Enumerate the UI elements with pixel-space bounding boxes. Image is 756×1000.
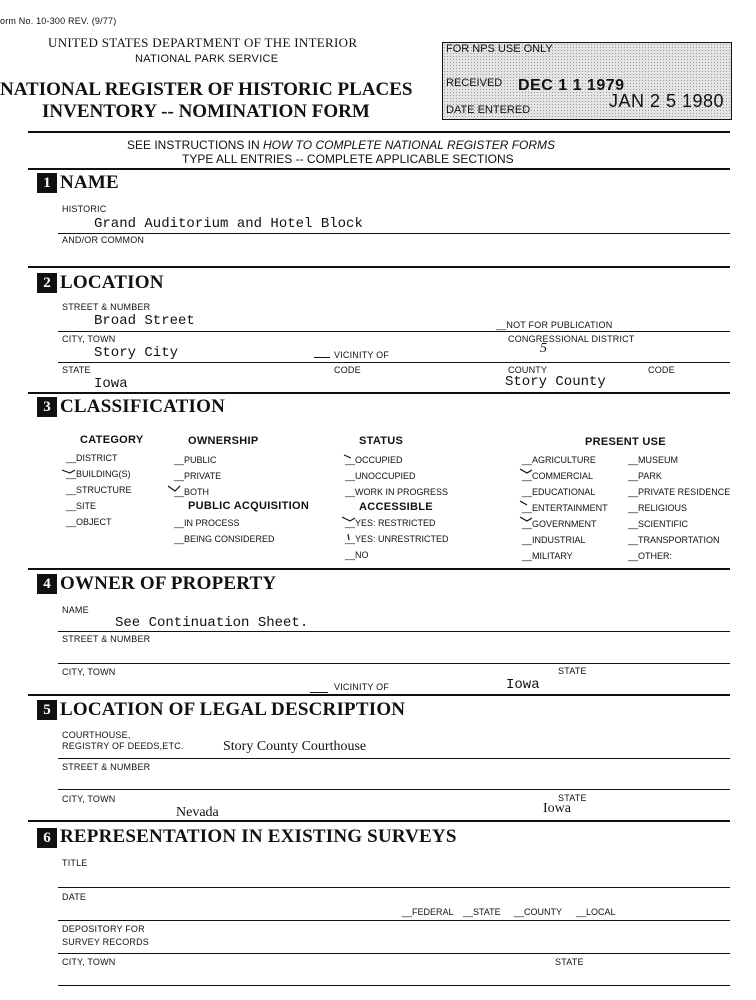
option-being-considered[interactable]: __BEING CONSIDERED bbox=[174, 534, 275, 544]
checkmark-icon bbox=[168, 486, 180, 491]
section-title-classification: CLASSIFICATION bbox=[60, 396, 226, 417]
congressional-district-value: 5 bbox=[540, 341, 547, 356]
category-header: CATEGORY bbox=[80, 434, 144, 446]
historic-name-value: Grand Auditorium and Hotel Block bbox=[94, 216, 363, 232]
section-title-surveys: REPRESENTATION IN EXISTING SURVEYS bbox=[60, 826, 457, 847]
checkmark-icon bbox=[520, 469, 532, 473]
street-number-label: STREET & NUMBER bbox=[62, 302, 151, 312]
option-transportation[interactable]: __TRANSPORTATION bbox=[628, 535, 720, 545]
section-number: 6 bbox=[37, 828, 57, 848]
instructions-line2: TYPE ALL ENTRIES -- COMPLETE APPLICABLE SECTIONS bbox=[182, 152, 514, 166]
instructions-line1: SEE INSTRUCTIONS IN HOW TO COMPLETE NATIONAL REGISTER FORMS bbox=[127, 138, 556, 152]
city-value: Story City bbox=[94, 345, 179, 361]
section-number: 2 bbox=[37, 273, 57, 293]
field-line bbox=[58, 953, 730, 954]
option-other[interactable]: __OTHER: bbox=[628, 551, 673, 561]
option-religious[interactable]: __RELIGIOUS bbox=[628, 503, 688, 513]
service-name: NATIONAL PARK SERVICE bbox=[135, 53, 279, 65]
option-entertainment[interactable]: __ENTERTAINMENT bbox=[522, 503, 608, 513]
date-entered-label: DATE ENTERED bbox=[446, 104, 531, 116]
congressional-district-label: CONGRESSIONAL DISTRICT bbox=[508, 334, 635, 344]
legal-city-value: Nevada bbox=[176, 805, 219, 820]
divider bbox=[28, 820, 730, 822]
option-commercial[interactable]: __COMMERCIAL bbox=[522, 471, 594, 481]
option-agriculture[interactable]: __AGRICULTURE bbox=[522, 455, 596, 465]
accessible-header: ACCESSIBLE bbox=[359, 501, 433, 513]
section-title-name: NAME bbox=[60, 172, 119, 193]
option-local[interactable]: __LOCAL bbox=[576, 907, 616, 917]
option-government[interactable]: __GOVERNMENT bbox=[522, 519, 597, 529]
legal-state-value: Iowa bbox=[543, 801, 571, 816]
option-museum[interactable]: __MUSEUM bbox=[628, 455, 679, 465]
option-county[interactable]: __COUNTY bbox=[514, 907, 563, 917]
option-public[interactable]: __PUBLIC bbox=[174, 455, 217, 465]
field-line bbox=[58, 758, 730, 759]
field-line bbox=[58, 887, 730, 888]
option-yes-restricted[interactable]: __YES: RESTRICTED bbox=[345, 518, 436, 528]
option-site[interactable]: __SITE bbox=[66, 501, 97, 511]
county-label: COUNTY bbox=[508, 365, 548, 375]
legal-state-label: STATE bbox=[558, 793, 587, 803]
survey-title-label: TITLE bbox=[62, 858, 88, 868]
option-in-process[interactable]: __IN PROCESS bbox=[174, 518, 240, 528]
option-buildings[interactable]: __BUILDING(S) bbox=[66, 469, 131, 479]
field-line bbox=[58, 985, 730, 986]
received-label: RECEIVED bbox=[446, 77, 503, 89]
state-value: Iowa bbox=[94, 376, 128, 392]
historic-label: HISTORIC bbox=[62, 204, 107, 214]
city-town-label: CITY, TOWN bbox=[62, 334, 116, 344]
field-line bbox=[58, 789, 730, 790]
option-occupied[interactable]: __OCCUPIED bbox=[345, 455, 403, 465]
legal-street-label: STREET & NUMBER bbox=[62, 762, 151, 772]
option-both[interactable]: __BOTH bbox=[174, 487, 210, 497]
option-work-in-progress[interactable]: __WORK IN PROGRESS bbox=[345, 487, 449, 497]
divider bbox=[28, 694, 730, 696]
vicinity-label: VICINITY OF bbox=[334, 350, 390, 360]
owner-state-value: Iowa bbox=[506, 677, 540, 693]
not-for-publication: __NOT FOR PUBLICATION bbox=[496, 320, 613, 330]
code-label: CODE bbox=[334, 365, 361, 375]
received-stamp: DEC 1 1 1979 bbox=[518, 77, 625, 94]
checkmark-icon bbox=[520, 501, 527, 505]
depository-label: DEPOSITORY FOR bbox=[62, 924, 145, 934]
option-state[interactable]: __STATE bbox=[463, 907, 501, 917]
common-name-label: AND/OR COMMON bbox=[62, 235, 145, 245]
checkmark-icon bbox=[62, 470, 75, 473]
section-number: 1 bbox=[37, 173, 57, 193]
form-title-line1: NATIONAL REGISTER OF HISTORIC PLACES bbox=[0, 79, 413, 100]
status-header: STATUS bbox=[359, 435, 404, 447]
option-district[interactable]: __DISTRICT bbox=[66, 453, 118, 463]
registry-label: REGISTRY OF DEEDS,ETC. bbox=[62, 741, 184, 751]
courthouse-label: COURTHOUSE, bbox=[62, 730, 131, 740]
field-line bbox=[58, 920, 730, 921]
field-line bbox=[58, 663, 730, 664]
option-no[interactable]: __NO bbox=[345, 550, 369, 560]
option-educational[interactable]: __EDUCATIONAL bbox=[522, 487, 596, 497]
option-industrial[interactable]: __INDUSTRIAL bbox=[522, 535, 586, 545]
survey-city-label: CITY, TOWN bbox=[62, 957, 116, 967]
public-acquisition-header: PUBLIC ACQUISITION bbox=[188, 500, 310, 512]
checkmark-icon bbox=[520, 517, 532, 521]
legal-city-label: CITY, TOWN bbox=[62, 794, 116, 804]
option-federal[interactable]: __FEDERAL bbox=[402, 907, 454, 917]
section-number: 5 bbox=[37, 700, 57, 720]
street-value: Broad Street bbox=[94, 313, 195, 329]
state-label: STATE bbox=[62, 365, 91, 375]
owner-name-label: NAME bbox=[62, 605, 89, 615]
date-entered-stamp: JAN 2 5 1980 bbox=[609, 91, 725, 111]
section-title-location: LOCATION bbox=[60, 272, 164, 293]
field-line bbox=[58, 631, 730, 632]
survey-records-label: SURVEY RECORDS bbox=[62, 937, 149, 947]
option-object[interactable]: __OBJECT bbox=[66, 517, 112, 527]
option-park[interactable]: __PARK bbox=[628, 471, 662, 481]
survey-date-label: DATE bbox=[62, 892, 87, 902]
owner-name-value: See Continuation Sheet. bbox=[115, 615, 309, 631]
section-number: 4 bbox=[37, 574, 57, 594]
owner-state-label: STATE bbox=[558, 666, 587, 676]
owner-vicinity-label: VICINITY OF bbox=[334, 682, 390, 692]
owner-city-label: CITY, TOWN bbox=[62, 667, 116, 677]
courthouse-value: Story County Courthouse bbox=[223, 739, 367, 754]
checkmark-icon bbox=[344, 455, 351, 458]
ownership-header: OWNERSHIP bbox=[188, 435, 259, 447]
option-private-residence[interactable]: __PRIVATE RESIDENCE bbox=[628, 487, 731, 497]
present-use-header: PRESENT USE bbox=[585, 436, 666, 448]
checkmark-icon bbox=[342, 517, 355, 521]
section-title-owner: OWNER OF PROPERTY bbox=[60, 573, 277, 594]
option-unoccupied[interactable]: __UNOCCUPIED bbox=[345, 471, 416, 481]
department-name: UNITED STATES DEPARTMENT OF THE INTERIOR bbox=[48, 35, 358, 50]
form-number: orm No. 10-300 REV. (9/77) bbox=[0, 16, 117, 26]
section-number: 3 bbox=[37, 397, 57, 417]
nps-box-heading: FOR NPS USE ONLY bbox=[446, 43, 553, 55]
option-scientific[interactable]: __SCIENTIFIC bbox=[628, 519, 689, 529]
checkmark-icon bbox=[348, 534, 349, 540]
option-structure[interactable]: __STRUCTURE bbox=[66, 485, 132, 495]
option-private[interactable]: __PRIVATE bbox=[174, 471, 222, 481]
county-value: Story County bbox=[505, 374, 606, 390]
form-title-line2: INVENTORY -- NOMINATION FORM bbox=[42, 101, 370, 122]
owner-street-label: STREET & NUMBER bbox=[62, 634, 151, 644]
vicinity-blank bbox=[310, 692, 328, 693]
option-yes-unrestricted[interactable]: __YES: UNRESTRICTED bbox=[345, 534, 449, 544]
county-code-label: CODE bbox=[648, 365, 675, 375]
survey-state-label: STATE bbox=[555, 957, 584, 967]
divider bbox=[28, 568, 730, 570]
section-title-legal-description: LOCATION OF LEGAL DESCRIPTION bbox=[60, 699, 406, 720]
option-military[interactable]: __MILITARY bbox=[522, 551, 573, 561]
